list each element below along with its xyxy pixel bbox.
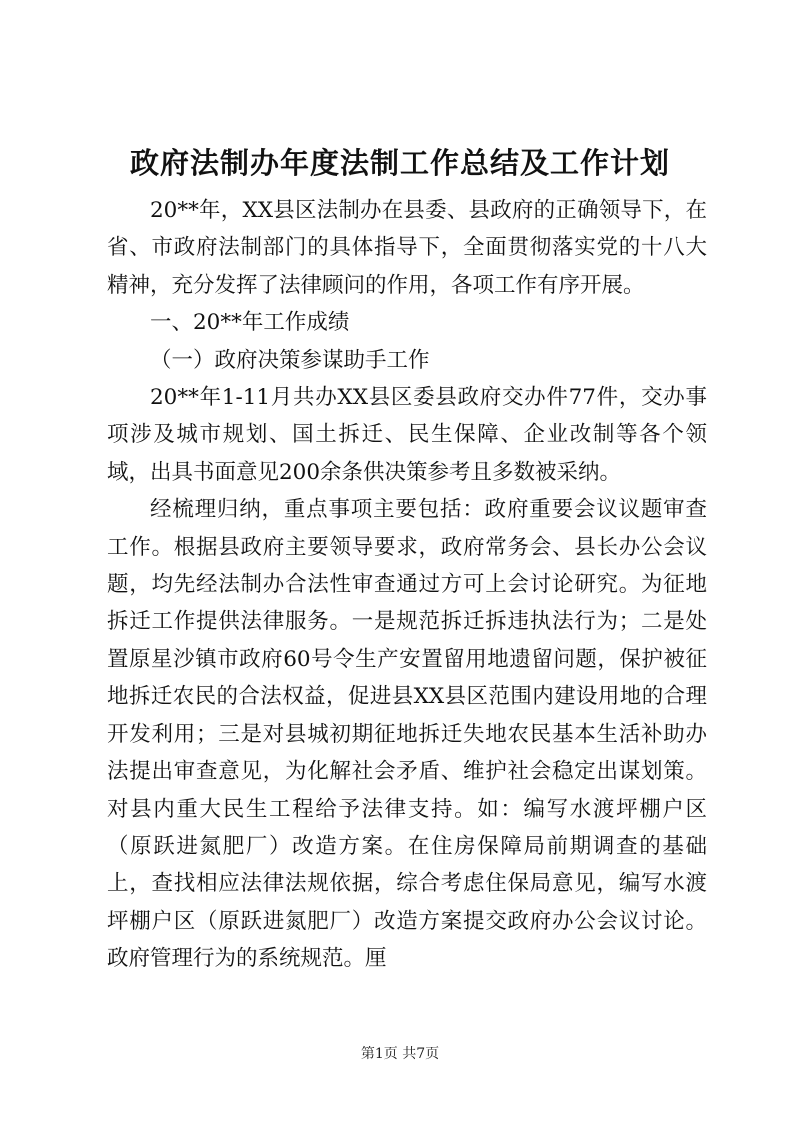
paragraph-key-matters: 经梳理归纳，重点事项主要包括：政府重要会议议题审查工作。根据县政府主要领导要求，政府常务会、县长办公会议题，均先经法制办合法性审查通过方可上会讨论研究。为征地拆迁工作提供法律服务。一是规范拆迁拆违执法行为；二是处置原星沙镇市政府60号令生产安置留用地遗留问题，保护被征地拆迁农民的合法权益，促进县XX县区范围内建设用地的合理开发利用；三是对县城初期征地拆迁失地农民基本生活补助办法提出审查意见，为化解社会矛盾、维护社会稳定出谋划策。对县内重大民生工程给予法律支持。如：编写水渡坪棚户区（原跃进氮肥厂）改造方案。在住房保障局前期调查的基础上，查找相应法律法规依据，综合考虑住保局意见，编写水渡坪棚户区（原跃进氮肥厂）改造方案提交政府办公会议讨论。政府管理行为的系统规范。厘 — [107, 497, 707, 972]
paragraph-cases: 20**年1-11月共办XX县区委县政府交办件77件，交办事项涉及城市规划、国土拆迁、民生保障、企业改制等各个领域，出具书面意见200余条供决策参考且多数被采纳。 — [107, 385, 707, 485]
page-footer: 第1页 共7页 — [360, 1046, 440, 1062]
document-body — [107, 192, 707, 978]
heading-section-1: 一、20**年工作成绩 — [150, 310, 350, 336]
document-title: 政府法制办年度法制工作总结及工作计划 — [129, 146, 670, 180]
paragraph-intro: 20**年，XX县区法制办在县委、县政府的正确领导下，在省、市政府法制部门的具体指导下，全面贯彻落实党的十八大精神，充分发挥了法律顾问的作用，各项工作有序开展。 — [107, 198, 707, 298]
heading-subsection-1: （一）政府决策参谋助手工作 — [150, 347, 430, 373]
